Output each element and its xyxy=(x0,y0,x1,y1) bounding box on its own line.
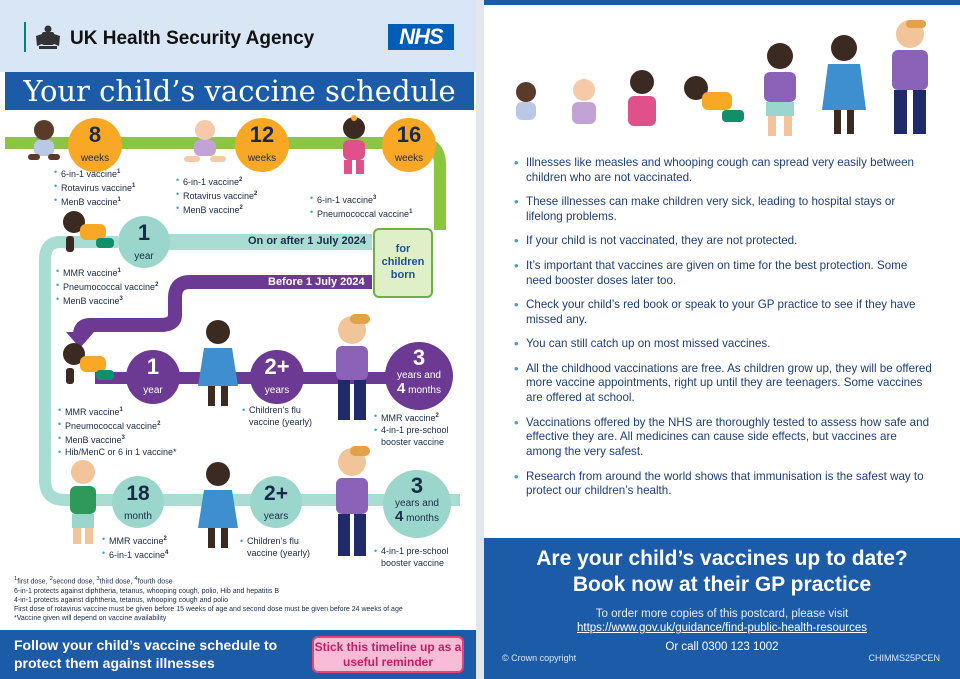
vaccines-16-weeks xyxy=(310,192,412,220)
girl-2-years-illustration xyxy=(194,318,242,412)
vaccines-8-weeks xyxy=(54,166,135,208)
cta-heading xyxy=(484,546,960,598)
circle-1-year-after: 1 year xyxy=(118,216,170,268)
crown-copyright: © Crown copyright xyxy=(502,653,577,663)
schedule-postcard-front xyxy=(0,0,476,679)
list-item: • MenB vaccine$^1$ xyxy=(54,194,135,208)
list-item: • 6-in-1 vaccine$^1$ xyxy=(54,166,135,180)
list-item: • 6-in-1 vaccine$^4$ xyxy=(102,547,168,561)
circle-8-weeks: 8 weeks xyxy=(68,118,122,172)
list-item: • 6-in-1 vaccine$^2$ xyxy=(176,174,257,188)
left-footer xyxy=(0,630,476,679)
footnote-line: First dose of rotavirus vaccine must be given before 15 weeks of age and second dose must be given before 24 weeks of age xyxy=(14,605,403,613)
phone-number: Or call 0300 123 1002 xyxy=(665,641,779,653)
baby-16-weeks-illustration xyxy=(330,114,378,178)
resources-link[interactable]: https://www.gov.uk/guidance/find-public-health-resources xyxy=(577,622,867,634)
list-item: • Rotavirus vaccine$^2$ xyxy=(176,188,257,202)
girl-2-years-illustration-2 xyxy=(194,460,242,554)
list-item: • Rotavirus vaccine$^1$ xyxy=(54,180,135,194)
circle-2-years-before: 2+ years xyxy=(250,350,304,404)
list-item: • These illnesses can make children very sick, leading to hospital stays or lifelong problems. xyxy=(514,195,934,225)
product-code: CHIMMS25PCEN xyxy=(868,653,940,663)
footnote-line: 6-in-1 protects against diphtheria, tetanus, whooping cough, polio, Hib and hepatitis B xyxy=(14,587,280,595)
list-item: • MMR vaccine$^1$ xyxy=(58,404,177,418)
cta-line-1: Are your child’s vaccines up to date? xyxy=(536,547,908,570)
crawling-toddler-illustration xyxy=(56,208,118,262)
list-item: • Hib/MenC or 6 in 1 vaccine* xyxy=(58,446,177,458)
info-postcard-back xyxy=(484,0,960,679)
cta-footer xyxy=(484,538,960,679)
baby-8-weeks-illustration xyxy=(22,118,66,170)
ukhsa-divider xyxy=(24,22,26,52)
crawling-toddler-illustration-2 xyxy=(56,340,118,396)
top-accent-bar xyxy=(484,0,960,5)
list-item: • 6-in-1 vaccine$^3$ xyxy=(310,192,412,206)
key-messages-list xyxy=(514,156,934,509)
list-item: • Pneumococcal vaccine$^1$ xyxy=(310,206,412,220)
route-after-label: On or after 1 July 2024 xyxy=(248,235,366,247)
circle-3-years-4-months-after: 3 years and 4 months xyxy=(383,470,451,538)
nhs-logo: NHS xyxy=(388,24,454,50)
footnote-line: *Vaccine given will depend on vaccine availability xyxy=(14,615,167,623)
list-item: • MMR vaccine$^2$ xyxy=(374,410,464,424)
follow-schedule-message: Follow your child’s vaccine schedule to protect them against illnesses xyxy=(14,637,278,671)
list-item: • Children’s flu vaccine (yearly) xyxy=(242,404,322,428)
baby-12-weeks-illustration xyxy=(180,118,230,170)
list-item: • MenB vaccine$^3$ xyxy=(58,432,177,446)
page-title: Your child’s vaccine schedule xyxy=(5,72,474,110)
vaccines-18-months xyxy=(102,533,168,561)
children-growth-illustration xyxy=(504,20,944,140)
boy-3-years-illustration-2 xyxy=(326,446,378,562)
circle-12-weeks: 12 weeks xyxy=(235,118,289,172)
vaccines-2-years-after xyxy=(240,535,324,559)
child-18-months-illustration xyxy=(60,458,106,548)
list-item: • 4-in-1 pre-school booster vaccine xyxy=(374,545,464,569)
stick-timeline-badge: Stick this timeline up as a useful reminder xyxy=(312,636,464,673)
list-item: • You can still catch up on most missed vaccines. xyxy=(514,337,934,352)
circle-1-year-before: 1 year xyxy=(126,350,180,404)
vaccines-1-year-after xyxy=(56,265,158,307)
circle-3-years-4-months-before: 3 years and 4 months xyxy=(385,342,453,410)
list-item: • If your child is not vaccinated, they are not protected. xyxy=(514,234,934,249)
list-item: • MMR vaccine$^1$ xyxy=(56,265,158,279)
header-band xyxy=(0,0,476,72)
list-item: • Research from around the world shows that immunisation is the safest way to protect our children’s health. xyxy=(514,470,934,500)
for-children-born-box: for children born xyxy=(373,228,433,298)
footnote-line: 4-in-1 protects against diphtheria, tetanus, whooping cough and polio xyxy=(14,596,229,604)
list-item: • 4-in-1 pre-school booster vaccine xyxy=(374,424,464,448)
route-before-label: Before 1 July 2024 xyxy=(268,276,365,288)
agency-name: UK Health Security Agency xyxy=(70,28,315,49)
vaccines-2-years-before xyxy=(242,404,322,428)
cta-line-2: Book now at their GP practice xyxy=(572,573,872,596)
list-item: • Check your child’s red book or speak to your GP practice to see if they have missed any. xyxy=(514,298,934,328)
vaccines-12-weeks xyxy=(176,174,257,216)
vaccines-1-year-before xyxy=(58,404,177,458)
vaccines-3-years-after xyxy=(374,545,464,569)
list-item: • MenB vaccine$^2$ xyxy=(176,202,257,216)
boy-3-years-illustration xyxy=(326,314,378,424)
list-item: • Pneumococcal vaccine$^2$ xyxy=(58,418,177,432)
list-item: • All the childhood vaccinations are free. As children grow up, they will be offered more vaccine appointments, right up until they are teenagers. Some vaccines are offered at school. xyxy=(514,362,934,406)
list-item: • Pneumococcal vaccine$^2$ xyxy=(56,279,158,293)
circle-16-weeks: 16 weeks xyxy=(382,118,436,172)
footnotes xyxy=(14,575,469,623)
list-item: • MMR vaccine$^2$ xyxy=(102,533,168,547)
list-item: • MenB vaccine$^3$ xyxy=(56,293,158,307)
list-item: • It’s important that vaccines are given on time for the best protection. Some need booster doses later too. xyxy=(514,259,934,289)
vaccines-3-years-before xyxy=(374,410,464,448)
list-item: • Vaccinations offered by the NHS are thoroughly tested to assess how safe and effective they are. All medicines can cause side effects, but vaccines are among the very safest. xyxy=(514,416,934,460)
list-item: • Children’s flu vaccine (yearly) xyxy=(240,535,324,559)
royal-crest-icon xyxy=(33,24,63,52)
dose-key: $^1$first dose, $^2$second dose, $^3$third dose, $^4$fourth dose xyxy=(14,576,173,586)
order-copies-text: To order more copies of this postcard, please visit xyxy=(595,608,849,620)
circle-18-months: 18 month xyxy=(112,476,164,528)
list-item: • Illnesses like measles and whooping cough can spread very easily between children who are not vaccinated. xyxy=(514,156,934,186)
circle-2-years-after: 2+ years xyxy=(250,476,302,528)
